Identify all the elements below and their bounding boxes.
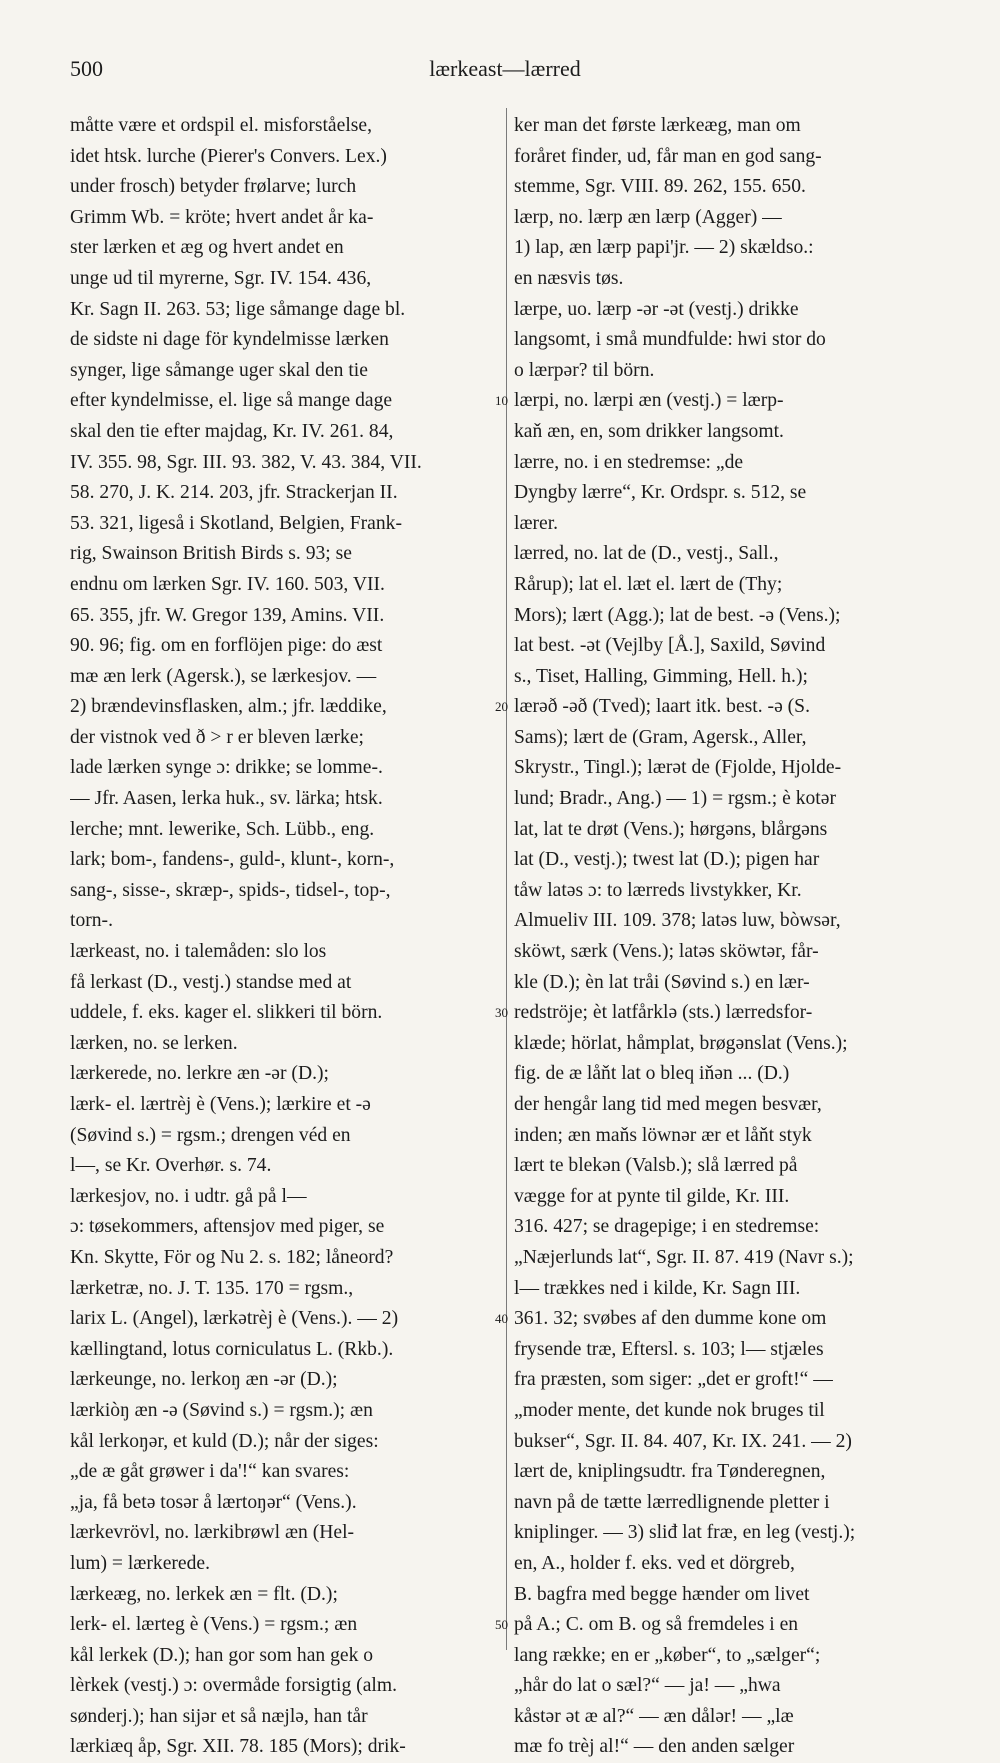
text-line: 1) lap, æn lærp papi'jr. — 2) skældso.: (514, 237, 814, 259)
right-column (514, 111, 939, 1763)
text-line: o lærpər? til börn. (514, 359, 655, 381)
text-line: kål lerkoŋər, et kuld (D.); når der siges: (70, 1430, 379, 1452)
line-number: 50 (495, 1617, 508, 1633)
text-line: s., Tiset, Halling, Gimming, Hell. h.); (514, 665, 808, 687)
text-line: lært te blekən (Valsb.); slå lærred på (514, 1155, 798, 1177)
text-line: få lerkast (D., vestj.) standse med at (70, 971, 352, 993)
text-line: sang-, sisse-, skræp-, spids-, tidsel-, top-, (70, 879, 391, 901)
text-line: Kr. Sagn II. 263. 53; lige såmange dage bl. (70, 298, 406, 320)
text-line: efter kyndelmisse, el. lige så mange dage (70, 390, 393, 412)
column-divider (506, 108, 507, 1650)
text-line: rig, Swainson British Birds s. 93; se (70, 543, 352, 565)
line-number: 30 (495, 1005, 508, 1021)
text-line: der hengår lang tid med megen besvær, (514, 1094, 822, 1115)
text-line: fig. de æ låňt lat o bleq iňən ... (D.) (514, 1063, 790, 1085)
line-number: 10 (495, 393, 508, 409)
text-line: de sidste ni dage för kyndelmisse lærken (70, 329, 389, 351)
text-line: kåstər ət æ al?“ — æn dålər! — „læ (514, 1705, 794, 1727)
page-header (70, 56, 940, 86)
text-line: Mors); lært (Agg.); lat de best. -ə (Vens.); (514, 604, 841, 626)
text-line: stemme, Sgr. VIII. 89. 262, 155. 650. (514, 176, 806, 198)
text-line: Grimm Wb. = kröte; hvert andet år ka- (70, 206, 374, 228)
text-line: tåw latəs ɔ: to lærreds livstykker, Kr. (514, 879, 802, 901)
text-line: der vistnok ved ð > r er bleven lærke; (70, 726, 364, 748)
running-head: lærkeast—lærred (429, 56, 581, 81)
text-line: lat (D., vestj.); twest lat (D.); pigen har (514, 849, 820, 871)
text-line: idet htsk. lurche (Pierer's Convers. Lex.) (70, 145, 387, 167)
text-line: ker man det første lærkeæg, man om (514, 115, 801, 136)
text-line: mæ fo trèj al!“ — den anden sælger (514, 1736, 795, 1758)
text-line: en næsvis tøs. (514, 267, 624, 289)
text-line: lerche; mnt. lewerike, Sch. Lübb., eng. (70, 818, 375, 840)
text-line: på A.; C. om B. og så fremdeles i en (514, 1614, 799, 1636)
text-line: torn-. (70, 910, 113, 932)
page-number: 500 (70, 56, 103, 81)
text-line: lært de, kniplingsudtr. fra Tønderegnen, (514, 1461, 826, 1483)
text-line: bukser“, Sgr. II. 84. 407, Kr. IX. 241. — 2) (514, 1430, 852, 1452)
text-line: sköwt, særk (Vens.); latəs sköwtər, får- (514, 941, 819, 963)
text-line: larix L. (Angel), lærkətrèj è (Vens.). — 2) (70, 1308, 399, 1330)
text-line: Rårup); lat el. læt el. lært de (Thy; (514, 573, 783, 595)
text-line: mæ æn lerk (Agersk.), se lærkesjov. — (70, 665, 377, 687)
text-line: ɔ: tøsekommers, aftensjov med piger, se (70, 1216, 385, 1238)
text-line: foråret finder, ud, får man en god sang- (514, 145, 822, 167)
text-line: kle (D.); èn lat tråi (Søvind s.) en lær- (514, 971, 810, 993)
text-line: lærpi, no. lærpi æn (vestj.) = lærp- (514, 390, 784, 412)
text-line: frysende træ, Eftersl. s. 103; l— stjæles (514, 1338, 824, 1360)
text-line: 2) brændevinsflasken, alm.; jfr. læddike, (70, 696, 387, 718)
text-line: 53. 321, ligeså i Skotland, Belgien, Frank- (70, 512, 402, 534)
text-line: „moder mente, det kunde nok bruges til (514, 1399, 825, 1421)
text-line: lèrkek (vestj.) ɔ: overmåde forsigtig (alm. (70, 1675, 397, 1697)
text-line: lærkeunge, no. lerkoŋ æn -ər (D.); (70, 1369, 338, 1391)
text-line: lærp, no. lærp æn lærp (Agger) — (514, 206, 782, 228)
text-line: lærkiòŋ æn -ə (Søvind s.) = rgsm.); æn (70, 1399, 373, 1421)
text-line: l—, se Kr. Overhør. s. 74. (70, 1155, 272, 1177)
text-line: lerk- el. lærteg è (Vens.) = rgsm.; æn (70, 1614, 358, 1636)
text-line: 316. 427; se dragepige; i en stedremse: (514, 1216, 820, 1238)
text-line: 65. 355, jfr. W. Gregor 139, Amins. VII. (70, 604, 385, 626)
text-line: klæde; hörlat, håmplat, brøgənslat (Vens.); (514, 1032, 848, 1054)
text-line: lærre, no. i en stedremse: „de (514, 451, 744, 473)
text-line: Almueliv III. 109. 378; latəs luw, bòwsər, (514, 910, 841, 932)
text-line: „hår do lat o sæl?“ — ja! — „hwa (514, 1675, 781, 1697)
left-column (70, 111, 495, 1763)
text-line: Dyngby lærre“, Kr. Ordspr. s. 512, se (514, 482, 807, 504)
text-line: lærk- el. lærtrèj è (Vens.); lærkire et -ə (70, 1094, 371, 1115)
text-line: B. bagfra med begge hænder om livet (514, 1583, 810, 1605)
text-line: lærpe, uo. lærp -ər -ət (vestj.) drikke (514, 298, 799, 320)
text-line: uddele, f. eks. kager el. slikkeri til börn. (70, 1002, 383, 1024)
text-line: lærkerede, no. lerkre æn -ər (D.); (70, 1063, 329, 1085)
text-line: lærken, no. se lerken. (70, 1032, 238, 1054)
text-line: lærkesjov, no. i udtr. gå på l— (70, 1185, 307, 1207)
text-line: „de æ gåt grøwer i da'!“ kan svares: (70, 1461, 350, 1483)
text-line: Skrystr., Tingl.); lærət de (Fjolde, Hjolde- (514, 757, 842, 779)
text-line: kællingtand, lotus corniculatus L. (Rkb.). (70, 1338, 394, 1360)
text-line: skal den tie efter majdag, Kr. IV. 261. 84, (70, 420, 394, 442)
text-line: lade lærken synge ɔ: drikke; se lomme-. (70, 757, 383, 779)
text-line: 90. 96; fig. om en forflöjen pige: do æst (70, 635, 383, 657)
text-line: lærred, no. lat de (D., vestj., Sall., (514, 543, 779, 565)
text-line: en, A., holder f. eks. ved et dörgreb, (514, 1552, 795, 1574)
text-line: fra præsten, som siger: „det er groft!“ — (514, 1369, 833, 1391)
text-line: lærkevrövl, no. lærkibrøwl æn (Hel- (70, 1522, 355, 1544)
text-line: 361. 32; svøbes af den dumme kone om (514, 1308, 827, 1330)
text-line: kål lerkek (D.); han gor som han gek o (70, 1644, 374, 1666)
text-line: lat, lat te drøt (Vens.); hørgəns, blårgəns (514, 818, 828, 840)
text-line: l— trækkes ned i kilde, Kr. Sagn III. (514, 1277, 801, 1299)
text-line: Kn. Skytte, För og Nu 2. s. 182; låneord? (70, 1246, 394, 1268)
text-line: Sams); lært de (Gram, Agersk., Aller, (514, 726, 807, 748)
text-line: lat best. -ət (Vejlby [Å.], Saxild, Søvind (514, 635, 826, 657)
text-line: lærəð -əð (Tved); laart itk. best. -ə (S. (514, 696, 810, 718)
text-line: lark; bom-, fandens-, guld-, klunt-, korn-, (70, 849, 395, 871)
text-line: lærketræ, no. J. T. 135. 170 = rgsm., (70, 1277, 354, 1299)
text-line: måtte være et ordspil el. misforståelse, (70, 115, 372, 136)
text-line: 58. 270, J. K. 214. 203, jfr. Strackerjan II. (70, 482, 398, 504)
text-line: lum) = lærkerede. (70, 1552, 210, 1574)
text-line: navn på de tætte lærredlignende pletter i (514, 1491, 830, 1513)
text-line: lærer. (514, 512, 559, 534)
text-line: lærkiæq åp, Sgr. XII. 78. 185 (Mors); drik- (70, 1736, 406, 1758)
text-line: sønderj.); han sijər et så næjlə, han tår (70, 1705, 368, 1727)
text-line: redströje; èt latfårklə (sts.) lærredsfor- (514, 1002, 813, 1024)
text-line: unge ud til myrerne, Sgr. IV. 154. 436, (70, 267, 372, 289)
text-line: inden; æn maňs löwnər ær et låňt styk (514, 1124, 812, 1146)
text-line: kaň æn, en, som drikker langsomt. (514, 420, 784, 442)
text-line: — Jfr. Aasen, lerka huk., sv. lärka; htsk. (70, 788, 383, 810)
text-line: lund; Bradr., Ang.) — 1) = rgsm.; è kotər (514, 788, 836, 810)
text-line: endnu om lærken Sgr. IV. 160. 503, VII. (70, 573, 385, 595)
text-line: IV. 355. 98, Sgr. III. 93. 382, V. 43. 384, VII. (70, 451, 422, 473)
text-line: (Søvind s.) = rgsm.; drengen véd en (70, 1124, 351, 1146)
text-line: lærkeast, no. i talemåden: slo los (70, 941, 327, 963)
text-line: „Næjerlunds lat“, Sgr. II. 87. 419 (Navr s.); (514, 1246, 854, 1268)
text-line: langsomt, i små mundfulde: hwi stor do (514, 329, 826, 351)
text-line: „ja, få betə tosər å lærtoŋər“ (Vens.). (70, 1491, 357, 1513)
text-line: lang række; en er „køber“, to „sælger“; (514, 1644, 821, 1666)
text-line: under frosch) betyder frølarve; lurch (70, 176, 357, 198)
text-line: lærkeæg, no. lerkek æn = flt. (D.); (70, 1583, 338, 1605)
text-line: ster lærken et æg og hvert andet en (70, 237, 344, 259)
line-number: 40 (495, 1311, 508, 1327)
text-line: kniplinger. — 3) sliđ lat fræ, en leg (vestj.); (514, 1522, 856, 1544)
text-line: vægge for at pynte til gilde, Kr. III. (514, 1185, 790, 1207)
text-line: synger, lige såmange uger skal den tie (70, 359, 368, 381)
line-number: 20 (495, 699, 508, 715)
